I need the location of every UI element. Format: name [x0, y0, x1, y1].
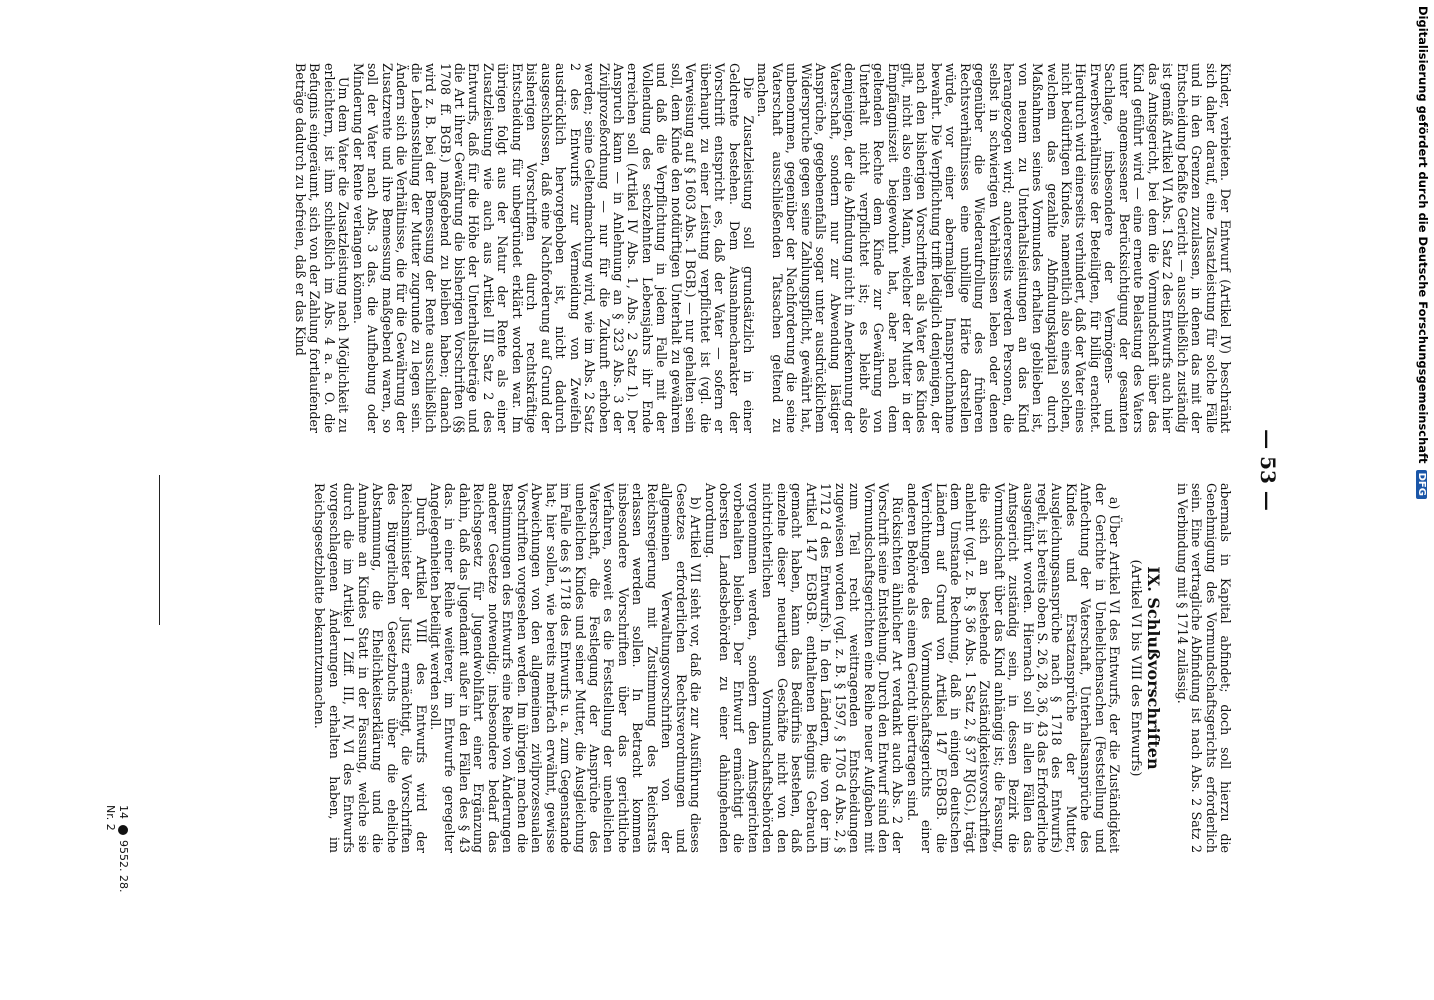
- digitization-banner: [1408, 0, 1434, 1000]
- footer-count: 14: [117, 805, 130, 819]
- left-column: [293, 63, 1232, 433]
- rotated-printed-page: [90, 45, 1290, 895]
- footer-print-code: 9552. 28. Nr. 2: [104, 805, 130, 893]
- dfg-logo: DFG: [1416, 470, 1427, 499]
- print-footer: [104, 805, 130, 895]
- page-number: — 53 —: [1256, 429, 1280, 511]
- section-subheading: (Artikel VI bis VIII des Entwurfs): [1127, 559, 1143, 777]
- banner-text-wrapper: [1416, 6, 1430, 499]
- right-paragraph-2: Rücksichten ähnlicher Art verdankt auch Abs. 2 der Vorschrift seine Entstehung. Durch den Entwurf sind den Vormundschaftsgerichten eine Reihe neuer Aufgaben mit zum Teil recht weittragenden Entscheidungen zugewiesen worden (vgl. z. B. § 1597, § 1705 d Abs. 2, § 1712 d des Entwurfs). In den Ländern, die von der im Artikel 147 EGBGB. enthaltenen Befugnis Gebrauch gemacht haben, kann das Bedürfnis bestehen, daß einzelne dieser neuartigen Geschäfte nicht von den nichtrichterlichen Vormundschaftsbehörden vorgenommen werden, sondern den Amtsgerichten vorbehalten bleiben. Der Entwurf ermächtigt die obersten Landesbehörden zu einer dahingehenden Anordnung.: [702, 483, 906, 853]
- footer-rule: [159, 475, 160, 625]
- right-paragraph-3: b) Artikel VII sieht vor, daß die zur Ausführung dieses Gesetzes erforderlichen Rechtsverordnungen und allgemeinen Verwaltungsvorschriften von der Reichsregierung mit Zustimmung des Reichsrats erlassen werden sollen. In Betracht kommen insbesondere Vorschriften über das gerichtliche Verfahren, soweit es die Feststellung der unehelichen Vaterschaft, die Festlegung der Ansprüche des unehelichen Kindes und seiner Mutter, die Ausgleichung im Falle des § 1718 des Entwurfs u. a. zum Gegenstande hat; hier sollen, wie bereits mehrfach erwähnt, gewisse Abweichungen von den allgemeinen zivilprozessualen Vorschriften vorgesehen werden. Im übrigen machen die Bestimmungen des Entwurfs eine Reihe von Änderungen anderer Gesetze notwendig; insbesondere bedarf das Reichsgesetz für Jugendwohlfahrt einer Ergänzung dahin, daß das Jugendamt außer in den Fällen des § 43 das. in einer Reihe weiterer, im Entwurfe geregelter Angelegenheiten beteiligt werden soll.: [427, 483, 704, 853]
- banner-text: Digitalisierung gefördert durch die Deutsche Forschungsgemeinschaft: [1416, 6, 1430, 464]
- printer-mark-icon: [118, 825, 128, 835]
- left-paragraph-3: Um dem Vater die Zusatzleistung nach Möglichkeit zu erleichtern, ist ihm schließlich im Abs. 4 a. a. O. die Befugnis eingeräumt, sich von der Zahlung fortlaufender Beträge dadurch zu befreien, daß er das Kind: [293, 63, 352, 433]
- right-paragraph-1: a) Über Artikel VI des Entwurfs, der die Zuständigkeit der Gerichte in Unehelichensachen (Feststellung und Anfechtung der Vaterschaft, Unterhaltsansprüche des Kindes und Ersatzansprüche der Mutter, Ausgleichungsansprüche nach § 1718 des Entwurfs) regelt, ist bereits oben S. 26, 28, 36, 43 das Erforderliche ausgeführt worden. Hiernach soll in allen Fällen das Amtsgericht zuständig sein, in dessen Bezirk die Vormundschaft über das Kind anhängig ist; die Fassung, die sich an bestehende Zuständigkeitsvorschriften anlehnt (vgl. z. B. § 36 Abs. 1 Satz 2, § 37 RJGG.), trägt dem Umstande Rechnung, daß in einigen deutschen Ländern auf Grund von Artikel 147 EGBGB. die Verrichtungen des Vormundschaftsgerichts einer anderen Behörde als einem Gericht übertragen sind.: [904, 483, 1123, 853]
- right-intro-paragraph: abermals in Kapital abfindet; doch soll hierzu die Genehmigung des Vormundschaftsgerichts erforderlich sein. Eine vertragliche Abfindung ist nach Abs. 2 Satz 2 in Verbindung mit § 1714 zulässig.: [1174, 483, 1233, 853]
- left-paragraph-2: Die Zusatzleistung soll grundsätzlich in einer Geldrente bestehen. Dem Ausnahmecharakter der Vorschrift entspricht es, daß der Vater — sofern er überhaupt zu einer Leistung verpflichtet ist (vgl. die Verweisung auf § 1603 Abs. 1 BGB.) — nur gehalten sein soll, dem Kinde den notdürftigen Unterhalt zu gewähren und daß die Verpflichtung in jedem Falle mit der Vollendung des sechzehnten Lebensjahrs ihr Ende erreichen soll (Artikel IV Abs. 1, Abs. 2 Satz 1). Der Anspruch kann — in Anlehnung an § 323 Abs. 3 der Zivilprozeßordnung — nur für die Zukunft erhoben werden; seine Geltendmachung wird, wie im Abs. 2 Satz 2 des Entwurfs zur Vermeidung von Zweifeln ausdrücklich hervorgehoben ist, nicht dadurch ausgeschlossen, daß eine Nachforderung auf Grund der bisherigen Vorschriften durch rechtskräftige Entscheidung für unbegründet erklärt worden war. Im übrigen folgt aus der Natur der Rente als einer Zusatzleistung wie auch aus Artikel III Satz 2 des Entwurfs, daß für die Höhe der Unterhaltsbeträge und die Art ihrer Gewährung die bisherigen Vorschriften (§§ 1708 ff. BGB.) maßgebend zu bleiben haben; danach wird z. B. bei der Bemessung der Rente ausschließlich die Lebensstellung der Mutter zugrunde zu legen sein. Ändern sich die Verhältnisse, die für die Gewährung der Zusatzrente und ihre Bemessung maßgebend waren, so soll der Vater nach Abs. 3 das. die Aufhebung oder Minderung der Rente verlangen können.: [350, 63, 757, 433]
- left-paragraph-1: Kinder, verbieten. Der Entwurf (Artikel IV) beschränkt sich daher darauf, eine Zusatzleistung für solche Fälle und in den Grenzen zuzulassen, in denen das mit der Entscheidung befaßte Gericht — ausschließlich zuständig ist gemäß Artikel VI Abs. 1 Satz 2 des Entwurfs auch hier das Amtsgericht, bei dem die Vormundschaft über das Kind geführt wird — eine erneute Belastung des Vaters unter angemessener Berücksichtigung der gesamten Sachlage, insbesondere der Vermögens- und Erwerbsverhältnisse der Beteiligten, für billig erachtet. Hierdurch wird einerseits verhindert, daß der Vater eines nicht bedürftigen Kindes, namentlich also eines solchen, welchem das gezahlte Abfindungskapital durch Maßnahmen seines Vormundes erhalten geblieben ist, von neuem zu Unterhaltsleistungen an das Kind herangezogen wird; andererseits werden Personen, die selbst in schwierigen Verhältnissen leben oder denen gegenüber die Wiederaufrollung des früheren Rechtsverhältnisses eine unbillige Härte darstellen würde, vor einer abermaligen Inanspruchnahme bewahrt. Die Verpflichtung trifft lediglich denjenigen, der nach den bisherigen Vorschriften als Vater des Kindes gilt, nicht also einen Mann, welcher der Mutter in der Empfängniszeit beigewohnt hat, aber nach dem geltenden Rechte dem Kinde zur Gewährung von Unterhalt nicht verpflichtet ist; es bleibt also demjenigen, der die Abfindung nicht in Anerkennung der Vaterschaft, sondern nur zur Abwendung lästiger Ansprüche, gegebenenfalls sogar unter ausdrücklichem Widerspruche gegen seine Zahlungspflicht, gewährt hat, unbenommen, gegenüber der Nachforderung die seine Vaterschaft ausschließenden Tatsachen geltend zu machen.: [755, 63, 1233, 433]
- right-paragraph-4: Durch Artikel VIII des Entwurfs wird der Reichsminister der Justiz ermächtigt, die Vorschriften des Bürgerlichen Gesetzbuchs über die eheliche Abstammung, die Ehelichkeitserklärung und die Annahme an Kindes Statt in der Fassung, welche sie durch die im Artikel I Ziff. III, IV, VI des Entwurfs vorgeschlagenen Änderungen erhalten haben, im Reichsgesetzblatte bekanntzumachen.: [312, 483, 429, 853]
- right-column: [312, 483, 1232, 853]
- section-heading: IX. Schlußvorschriften: [1144, 566, 1164, 770]
